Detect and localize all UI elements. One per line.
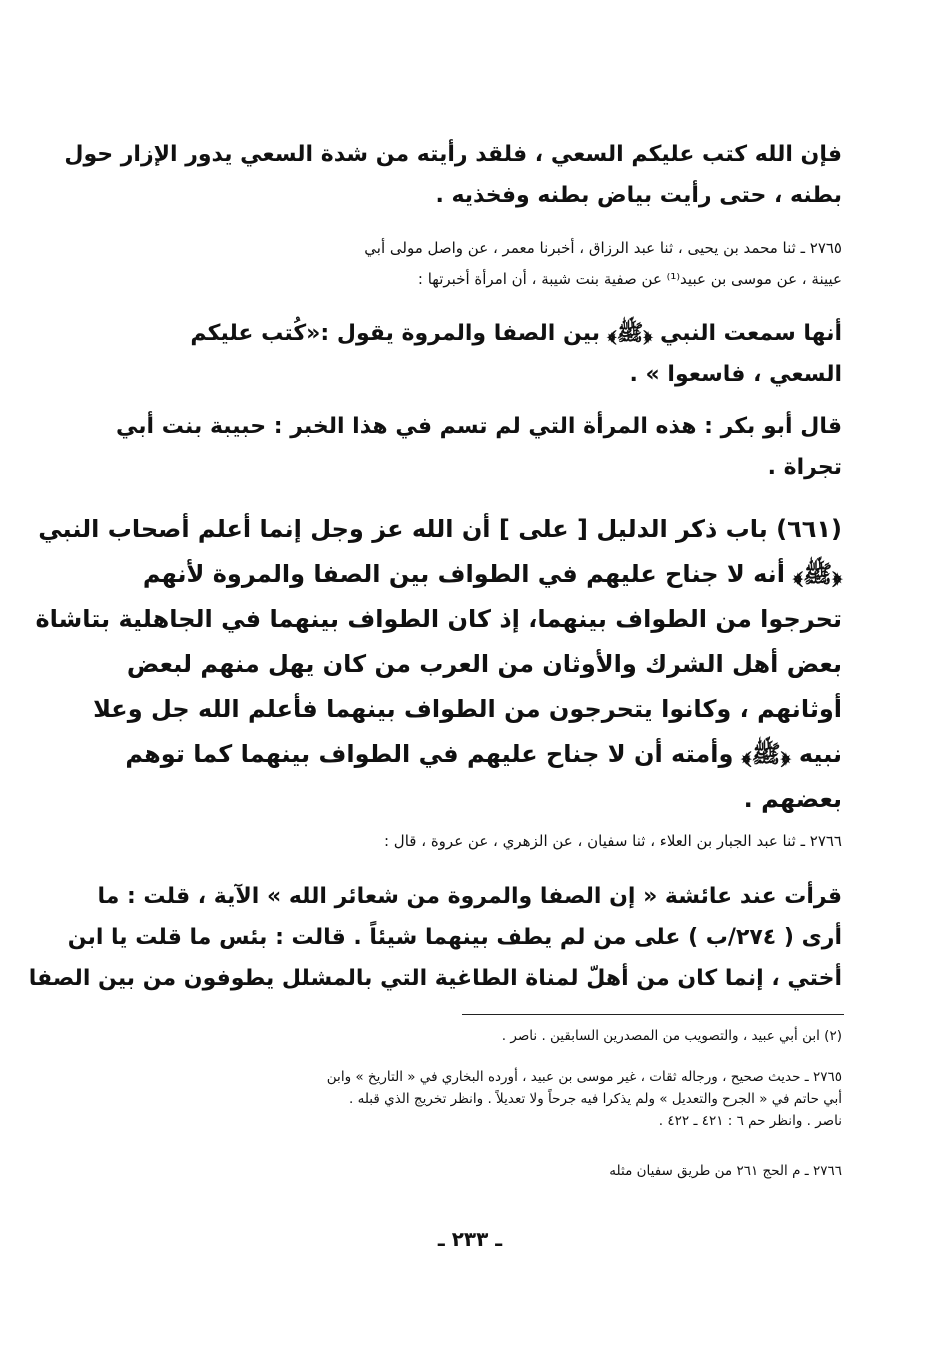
footnote-2765 [170,1066,842,1132]
text-line: ﴿ﷺ﴾ أنه لا جناح عليهم في الطواف بين الصفا والمروة لأنهم [142,560,842,588]
footnote-separator [462,1014,844,1015]
text-line: قال أبو بكر : هذه المرأة التي لم تسم في هذا الخبر : حبيبة بنت أبي [116,414,842,439]
text-line: أرى ( ٢٧٤/ب ) على من لم يطف بينهما شيئاً . قالت : بئس ما قلت يا ابن [67,925,842,950]
text-line: السعي ، فاسعوا » . [629,362,842,387]
hadith-2766 [28,876,842,999]
footnote-line: ناصر . وانظر حم ٦ : ٤٢١ ـ ٤٢٢ . [658,1113,842,1129]
text-line: نبيه ﴿ﷺ﴾ وأمته أن لا جناح عليهم في الطواف بينهما كما توهم [125,740,842,768]
text-line: تجراة . [767,455,842,480]
abu-bakr-comment [116,406,842,488]
text-line: تحرجوا من الطواف بينهما، إذ كان الطواف بينهما في الجاهلية بتاشاة [35,605,842,633]
paragraph-p1 [64,134,842,216]
text-line: عيينة ، عن موسى بن عبيد⁽¹⁾ عن صفية بنت شيبة ، أن امرأة أخبرتها : [417,270,842,288]
text-line: أنها سمعت النبي ﴿ﷺ﴾ بين الصفا والمروة يقول :«كُتب عليكم [190,321,842,346]
footnote-2 [170,1025,842,1047]
text-line: فإن الله كتب عليكم السعي ، فلقد رأيته من شدة السعي يدور الإزار حول [64,142,842,167]
text-line: بعض أهل الشرك والأوثان من العرب من كان يهل منهم لبعض [126,650,842,678]
footnote-line: ٢٧٦٥ ـ حديث صحيح ، ورجاله ثقات ، غير موسى بن عبيد ، أورده البخاري في « التاريخ » وابن [326,1069,842,1085]
text-line: (٦٦١) باب ذكر الدليل [ على ] أن الله عز وجل إنما أعلم أصحاب النبي [38,515,842,543]
page-number: ـ ٢٣٣ ـ [437,1227,503,1251]
footnote-line: (٢) ابن أبي عبيد ، والتصويب من المصدرين السابقين . ناصر . [501,1028,842,1044]
isnad-2765 [170,233,842,295]
hadith-2765 [170,313,842,395]
text-line: ٢٧٦٥ ـ ثنا محمد بن يحيى ، ثنا عبد الرزاق ، أخبرنا معمر ، عن واصل مولى أبي [364,239,842,257]
text-line: أختي ، إنما كان من أهلّ لمناة الطاغية التي بالمشلل يطوفون من بين الصفا [28,966,842,991]
footnote-line: أبي حاتم في « الجرح والتعديل » ولم يذكرا فيه جرحاً ولا تعديلاً . وانظر تخريج الذي قبله . [349,1091,842,1107]
text-line: بعضهم . [743,785,842,813]
isnad-2766 [170,826,842,857]
text-line: قرأت عند عائشة « إن الصفا والمروة من شعائر الله » الآية ، قلت : ما [97,884,842,909]
footnote-line: ٢٧٦٦ ـ م الحج ٢٦١ من طريق سفيان مثله [609,1163,842,1179]
text-line: أوثانهم ، وكانوا يتحرجون من الطواف بينهما فأعلم الله جل وعلا [93,695,842,723]
chapter-661-heading [35,507,842,822]
footnote-2766 [170,1160,842,1182]
text-line: ٢٧٦٦ ـ ثنا عبد الجبار بن العلاء ، ثنا سفيان ، عن الزهري ، عن عروة ، قال : [383,832,842,850]
text-line: بطنه ، حتى رأيت بياض بطنه وفخذيه . [435,183,842,208]
